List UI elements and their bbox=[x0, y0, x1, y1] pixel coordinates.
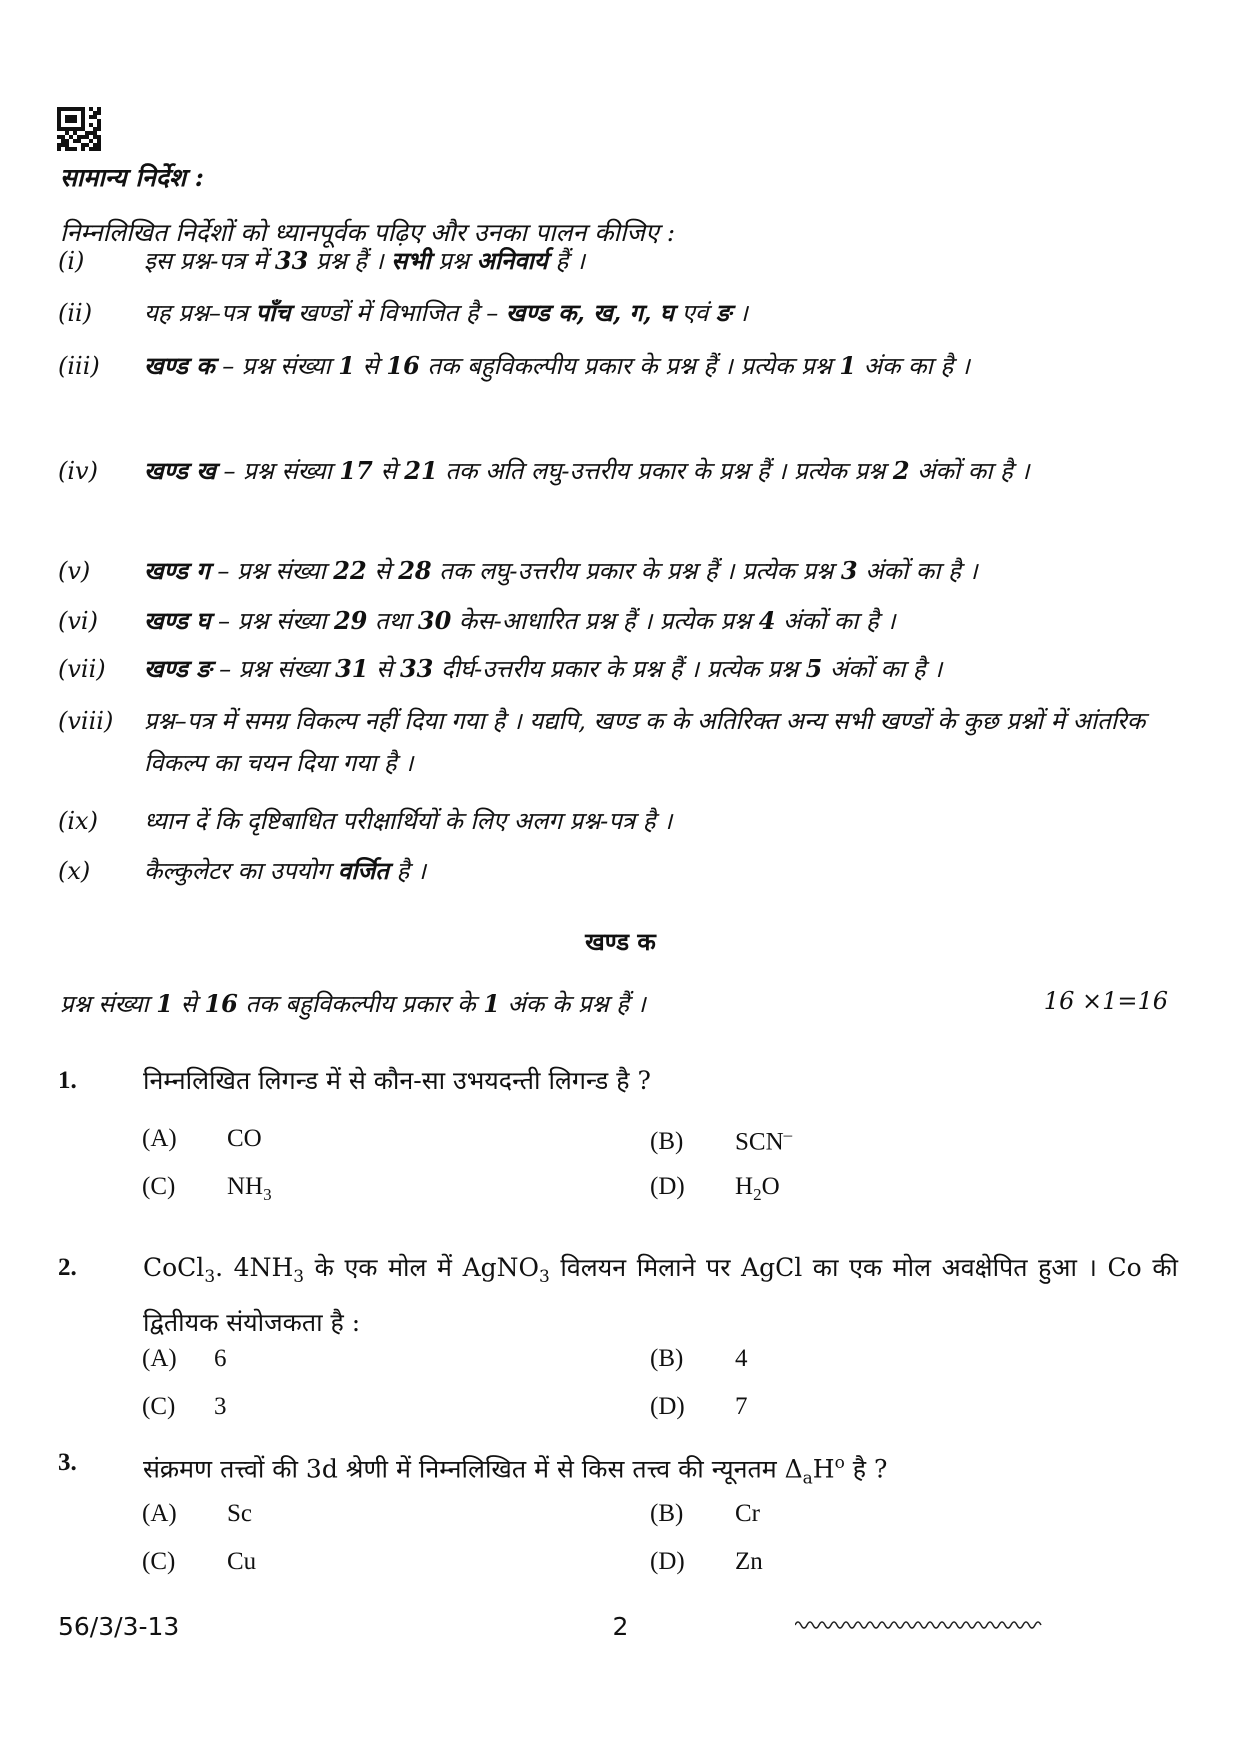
instruction-item bbox=[58, 648, 1178, 690]
instruction-item bbox=[58, 700, 1178, 784]
question bbox=[58, 1440, 1178, 1501]
option-d: (D) $H_2O$ bbox=[650, 1173, 780, 1204]
instruction-number: (ix) bbox=[58, 807, 98, 835]
instruction-item bbox=[58, 240, 1178, 282]
option-d: (D) Zn bbox=[650, 1548, 763, 1575]
instruction-item bbox=[58, 600, 1178, 642]
instruction-number: (x) bbox=[58, 857, 91, 885]
instruction-item bbox=[58, 550, 1178, 592]
option-c: (C) 3 bbox=[142, 1393, 227, 1420]
option-d: (D) 7 bbox=[650, 1393, 748, 1420]
instruction-item bbox=[58, 292, 1178, 334]
instruction-text: ध्यान दें कि दृष्टिबाधित परीक्षार्थियों के लिए अलग प्रश्न-पत्र है । bbox=[144, 807, 673, 835]
section-title: खण्ड क bbox=[585, 927, 656, 956]
instruction-text: इस प्रश्न-पत्र में 33 प्रश्न हैं । सभी प्रश्न अनिवार्य हैं । bbox=[144, 246, 585, 275]
instruction-item bbox=[58, 850, 1178, 892]
section-description: प्रश्न संख्या 1 से 16 तक बहुविकल्पीय प्रकार के 1 अंक के प्रश्न हैं । 16 ×1=16 bbox=[60, 987, 1168, 1018]
instruction-number: (ii) bbox=[58, 299, 93, 327]
instruction-text: खण्ड क – प्रश्न संख्या 1 से 16 तक बहुविकल्पीय प्रकार के प्रश्न हैं । प्रत्येक प्रश्न 1 अंक का है । bbox=[144, 351, 970, 380]
question bbox=[58, 1245, 1178, 1346]
instruction-item bbox=[58, 800, 1178, 842]
option-b: (B) Cr bbox=[650, 1500, 760, 1527]
instruction-text: यह प्रश्न–पत्र पाँच खण्डों में विभाजित है – खण्ड क, ख, ग, घ एवं ङ । bbox=[144, 298, 748, 327]
instruction-item bbox=[58, 450, 1178, 492]
instruction-text: खण्ड ख – प्रश्न संख्या 17 से 21 तक अति लघु-उत्तरीय प्रकार के प्रश्न हैं । प्रत्येक प्रश्न 2 अंकों का है । bbox=[144, 456, 1030, 485]
instructions-intro: निम्नलिखित निर्देशों को ध्यानपूर्वक पढ़िए और उनका पालन कीजिए : bbox=[60, 218, 676, 247]
question-text: CoCl$_3$. $4NH_3$ के एक मोल में AgNO$_3$ विलयन मिलाने पर AgCl का एक मोल अवक्षेपित हुआ । Co की द्वितीयक संयोजकता है : bbox=[143, 1253, 1178, 1337]
instruction-text: कैल्कुलेटर का उपयोग वर्जित है । bbox=[144, 856, 427, 885]
page-number: 2 bbox=[612, 1612, 629, 1641]
instruction-text: खण्ड घ – प्रश्न संख्या 29 तथा 30 केस-आधारित प्रश्न हैं । प्रत्येक प्रश्न 4 अंकों का है । bbox=[144, 606, 896, 635]
option-a: (A) CO bbox=[142, 1125, 262, 1152]
general-instructions-heading: सामान्य निर्देश : bbox=[60, 163, 204, 192]
instruction-number: (viii) bbox=[58, 707, 114, 735]
question-text: संक्रमण तत्त्वों की 3d श्रेणी में निम्नलिखित में से किस तत्त्व की न्यूनतम $\Delta_aH^o$ है ? bbox=[143, 1453, 888, 1489]
qr-code bbox=[57, 107, 101, 151]
option-c: (C) $NH_3$ bbox=[142, 1173, 272, 1204]
instruction-text: खण्ड ग – प्रश्न संख्या 22 से 28 तक लघु-उत्तरीय प्रकार के प्रश्न हैं । प्रत्येक प्रश्न 3 अंकों का है । bbox=[144, 556, 978, 585]
option-b: (B) SCN– bbox=[650, 1125, 793, 1156]
instruction-number: (iv) bbox=[58, 457, 98, 485]
question-number: 2. bbox=[58, 1254, 77, 1281]
instruction-item bbox=[58, 345, 1178, 387]
instruction-number: (vii) bbox=[58, 655, 106, 683]
instruction-text: खण्ड ङ – प्रश्न संख्या 31 से 33 दीर्घ-उत्तरीय प्रकार के प्रश्न हैं । प्रत्येक प्रश्न 5 अंकों का है । bbox=[144, 654, 943, 683]
instruction-number: (v) bbox=[58, 557, 91, 585]
wavy-line-decoration bbox=[795, 1618, 1045, 1632]
option-b: (B) 4 bbox=[650, 1345, 748, 1372]
instruction-number: (iii) bbox=[58, 352, 100, 380]
section-marks: 16 ×1=16 bbox=[1043, 987, 1168, 1015]
paper-code: 56/3/3-13 bbox=[58, 1612, 180, 1641]
option-a: (A) Sc bbox=[142, 1500, 252, 1527]
instruction-number: (vi) bbox=[58, 607, 98, 635]
question-number: 3. bbox=[58, 1449, 77, 1476]
instruction-number: (i) bbox=[58, 247, 85, 275]
instruction-text: प्रश्न–पत्र में समग्र विकल्प नहीं दिया गया है । यद्यपि, खण्ड क के अतिरिक्त अन्य सभी खण्डों के कुछ प्रश्नों में आंतरिक विकल्प का चयन दिया गया है । bbox=[144, 707, 1146, 777]
question-text: निम्नलिखित लिगन्ड में से कौन-सा उभयदन्ती लिगन्ड है ? bbox=[143, 1066, 651, 1095]
option-c: (C) Cu bbox=[142, 1548, 257, 1575]
question-number: 1. bbox=[58, 1067, 77, 1094]
option-a: (A) 6 bbox=[142, 1345, 227, 1372]
question bbox=[58, 1058, 1178, 1104]
